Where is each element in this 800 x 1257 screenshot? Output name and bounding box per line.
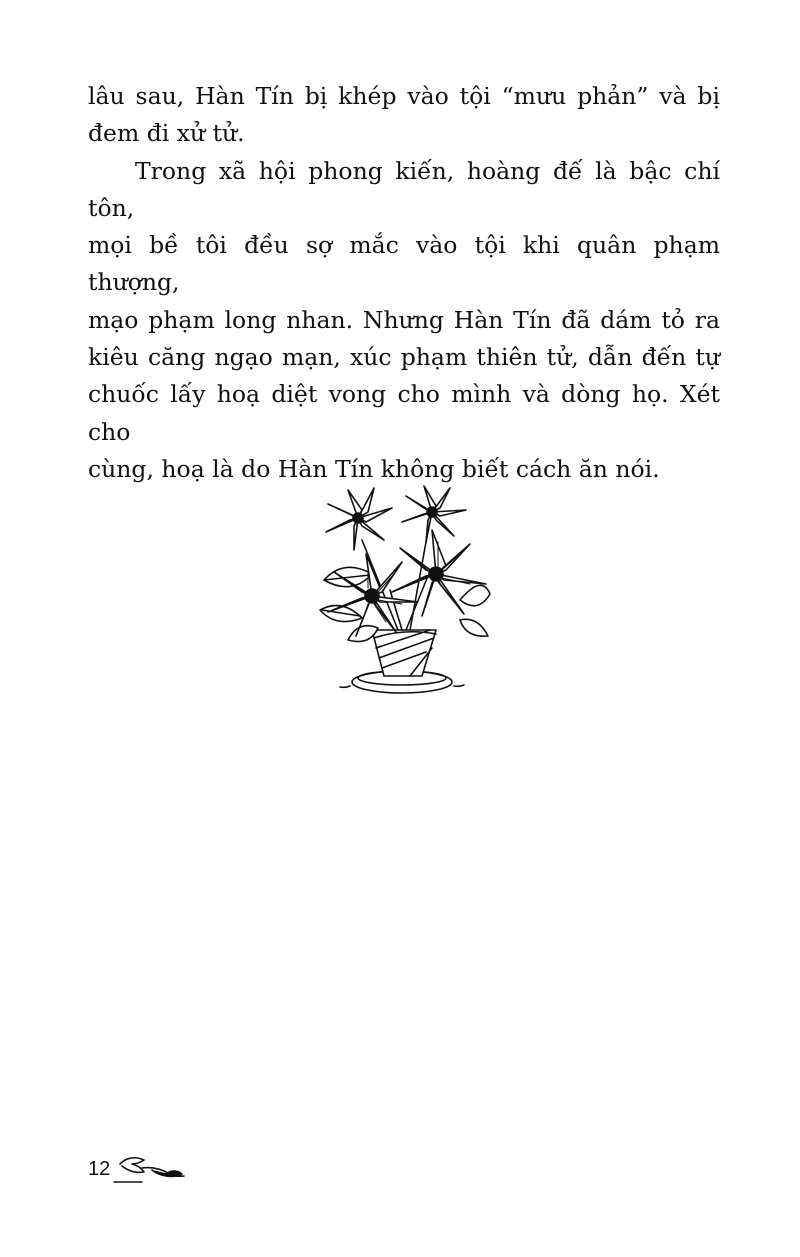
quill-ornament-icon: [112, 1150, 192, 1186]
page-number: 12: [88, 1158, 111, 1180]
paragraph-2: [88, 153, 720, 489]
text-line: Trong xã hội phong kiến, hoàng đế là bậc chí tôn,: [88, 156, 720, 222]
page-footer: [88, 1150, 208, 1190]
text-line: cùng, hoạ là do Hàn Tín không biết cách ăn nói.: [88, 454, 660, 483]
text-line: chuốc lấy hoạ diệt vong cho mình và dòng họ. Xét cho: [88, 380, 720, 446]
text-line: đem đi xử tử.: [88, 119, 245, 148]
text-line: mạo phạm long nhan. Nhưng Hàn Tín đã dám tỏ ra: [88, 305, 720, 334]
text-line: lâu sau, Hàn Tín bị khép vào tội “mưu phản” và bị: [88, 82, 720, 110]
text-line: kiêu căng ngạo mạn, xúc phạm thiên tử, dẫn đến tự: [88, 343, 720, 372]
paragraph-1: [88, 78, 720, 153]
poinsettia-pot-icon: [310, 480, 494, 704]
text-line: mọi bề tôi đều sợ mắc vào tội khi quân phạm thượng,: [88, 231, 720, 297]
body-text: [88, 78, 720, 488]
